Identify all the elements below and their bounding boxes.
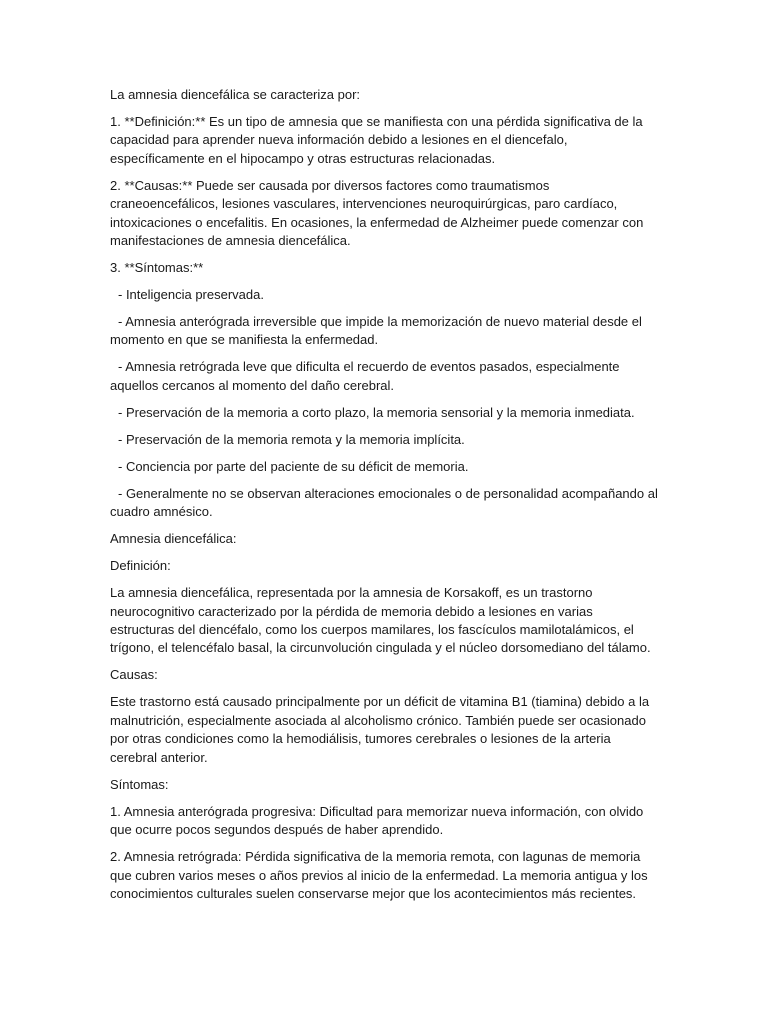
causes-paragraph: 2. **Causas:** Puede ser causada por diversos factores como traumatismos craneoencefálicos, lesiones vasculares, intervenciones neuroquirúrgicas, paro cardíaco, intoxicaciones o encefalitis. En ocasiones, la enfermedad de Alzheimer puede comenzar con manifestaciones de amnesia diencefálica. [110,177,644,249]
symptom-item: - Conciencia por parte del paciente de su déficit de memoria. [118,458,469,474]
section-title: Amnesia diencefálica: [110,531,237,547]
symptom-item: - Preservación de la memoria remota y la memoria implícita. [118,431,465,447]
intro-paragraph: La amnesia diencefálica se caracteriza por: [110,87,361,102]
symptom-item: - Inteligencia preservada. [118,287,264,303]
definition-paragraph: 1. **Definición:** Es un tipo de amnesia que se manifiesta con una pérdida significativa de la capacidad para aprender nueva información debido a lesiones en el diencefalo, específicamente en el hipocampo y otras estructuras relacionadas. [110,114,643,166]
definition-body: La amnesia diencefálica, representada por la amnesia de Korsakoff, es un trastorno neurocognitivo caracterizado por la pérdida de memoria debido a lesiones en varias estructuras del diencéfalo, como los cuerpos mamilares, los fascículos mamilotalámicos, el trígono, el telencéfalo basal, la circunvolución cingulada y el núcleo dorsomediano del tálamo. [110,585,651,656]
symptom-item: - Preservación de la memoria a corto plazo, la memoria sensorial y la memoria inmediata. [118,404,635,420]
symptom-item: - Amnesia anterógrada irreversible que impide la memorización de nuevo material desde el momento en que se manifiesta la enfermedad. [110,314,642,348]
causes-heading: Causas: [110,667,158,683]
symptom-numbered-item: 1. Amnesia anterógrada progresiva: Dificultad para memorizar nueva información, con olvido que ocurre pocos segundos después de haber aprendido. [110,803,644,838]
symptoms-heading-2: Síntomas: [110,776,169,792]
symptom-numbered-item: 2. Amnesia retrógrada: Pérdida significativa de la memoria remota, con lagunas de memoria que cubren varios meses o años previos al inicio de la enfermedad. La memoria antigua y los conocimientos culturales suelen conservarse mejor que los acontecimientos más recientes. [110,849,648,901]
definition-heading: Definición: [110,558,171,574]
document-page [110,86,658,912]
symptoms-heading: 3. **Síntomas:** [110,260,204,276]
symptom-item: - Generalmente no se observan alteraciones emocionales o de personalidad acompañando al cuadro amnésico. [110,485,658,520]
symptom-item: - Amnesia retrógrada leve que dificulta el recuerdo de eventos pasados, especialmente aquellos cercanos al momento del daño cerebral. [110,359,620,393]
causes-body: Este trastorno está causado principalmente por un déficit de vitamina B1 (tiamina) debido a la malnutrición, especialmente asociada al alcoholismo crónico. También puede ser ocasionado por otras condiciones como la hemodiálisis, tumores cerebrales o lesiones de la arteria cerebral anterior. [110,694,650,765]
